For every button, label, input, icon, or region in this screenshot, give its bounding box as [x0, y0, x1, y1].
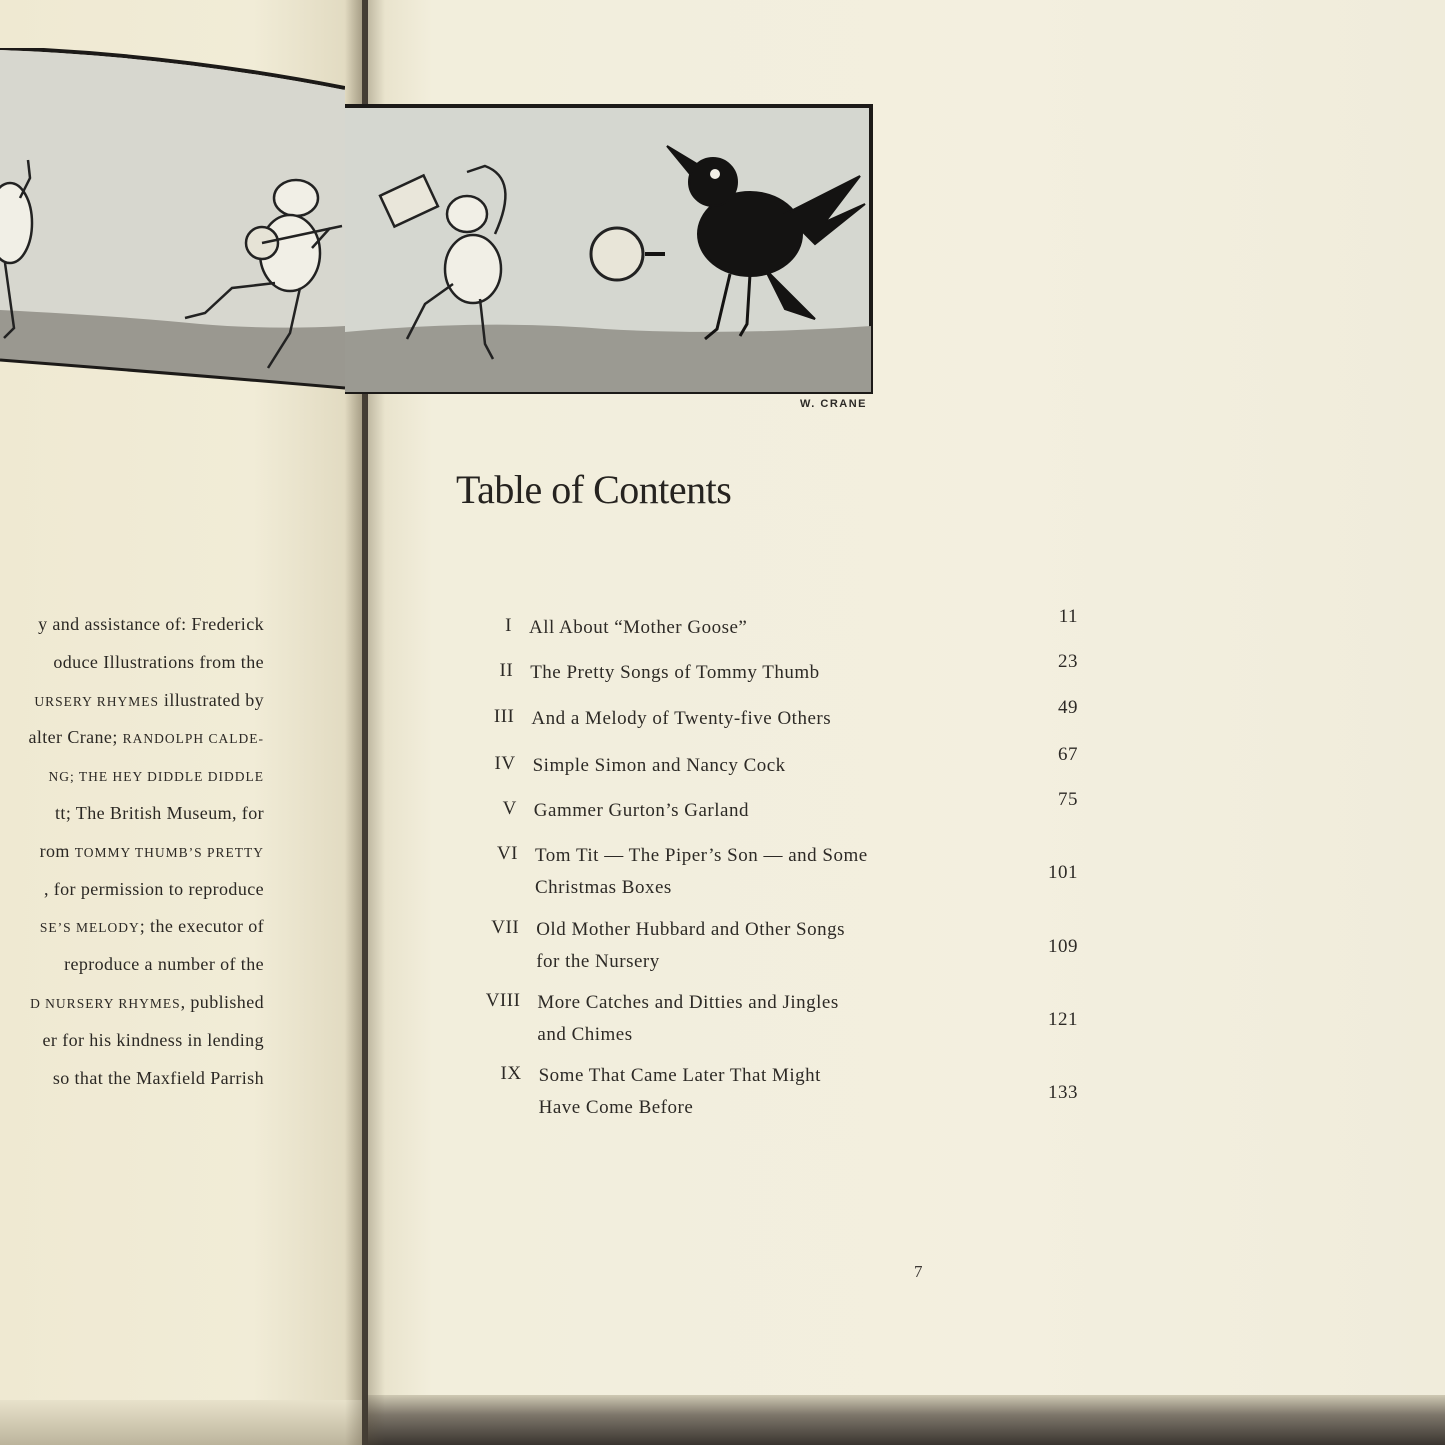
acknowledgement-line	[0, 765, 264, 786]
toc-entry-title	[536, 914, 845, 978]
page-number: 7	[914, 1262, 923, 1281]
toc-page-number: 133	[1048, 1082, 1078, 1103]
toc-entry-line: for the Nursery	[536, 951, 660, 972]
toc-entry-line: And a Melody of Twenty-five Others	[531, 708, 832, 729]
toc-entry-line: Some That Came Later That Might	[538, 1065, 821, 1086]
acknowledgement-line	[0, 1030, 264, 1051]
toc-entry-line: Have Come Before	[538, 1097, 694, 1118]
acknowledgement-line	[0, 879, 264, 900]
acknowledgement-line	[0, 727, 264, 748]
illustration-right-panel	[345, 104, 873, 394]
small-caps-title: RANDOLPH CALDE-	[122, 731, 264, 747]
toc-entry-title	[539, 1060, 821, 1124]
toc-page-number: 23	[1058, 651, 1078, 672]
toc-entry-line: Gammer Gurton’s Garland	[533, 800, 749, 821]
toc-entry-line: All About “Mother Goose”	[529, 617, 748, 638]
toc-entry-line: Christmas Boxes	[535, 877, 672, 898]
toc-page-number: 11	[1058, 606, 1078, 627]
toc-page-number: 75	[1058, 789, 1078, 810]
text-run: , published	[180, 992, 264, 1012]
acknowledgement-line	[0, 690, 264, 711]
page-bottom-shadow	[368, 1395, 1445, 1445]
toc-numeral: VIII	[485, 990, 521, 1011]
acknowledgement-line	[0, 614, 264, 635]
toc-entry-title	[534, 795, 749, 827]
text-run: tt; The British Museum, for	[55, 803, 264, 823]
text-run: er for his kindness in lending	[42, 1029, 264, 1050]
toc-page-number: 121	[1048, 1009, 1078, 1030]
text-run: oduce Illustrations from the	[53, 651, 264, 672]
toc-entry-line: and Chimes	[537, 1024, 633, 1045]
toc-entry-line: Old Mother Hubbard and Other Songs	[536, 919, 846, 940]
tambourine	[591, 228, 643, 280]
text-run: so that the Maxfield Parrish	[52, 1067, 264, 1088]
toc-numeral: IX	[500, 1063, 522, 1084]
small-caps-title: URSERY RHYMES	[34, 693, 160, 709]
text-run: reproduce a number of the	[64, 954, 264, 975]
toc-entry-title	[537, 987, 838, 1051]
illustration-credit: W. CRANE	[800, 398, 867, 410]
text-run: alter Crane;	[28, 727, 123, 748]
toc-numeral: II	[499, 660, 514, 681]
small-caps-title: TOMMY THUMB’S PRETTY	[74, 844, 264, 860]
toc-page-number: 49	[1058, 697, 1078, 718]
toc-entry-line: Tom Tit — The Piper’s Son — and Some	[535, 845, 868, 866]
acknowledgement-line	[0, 841, 264, 862]
toc-numeral: V	[502, 798, 517, 819]
toc-entry-title	[529, 612, 747, 644]
small-caps-title: SE’S MELODY	[39, 920, 140, 936]
toc-numeral: VI	[496, 843, 518, 864]
acknowledgement-line	[0, 954, 264, 975]
small-caps-title: D NURSERY RHYMES	[30, 996, 181, 1011]
left-page-edge	[0, 1400, 362, 1445]
acknowledgement-line	[0, 652, 264, 673]
toc-numeral: IV	[494, 753, 516, 774]
acknowledgement-line	[0, 916, 264, 937]
toc-entry-title	[531, 703, 831, 735]
toc-page-number: 67	[1058, 744, 1078, 765]
toc-entry-title	[533, 750, 786, 782]
toc-entry-title	[535, 840, 868, 904]
text-run: illustrated by	[159, 689, 264, 710]
text-run: ; the executor of	[139, 916, 264, 937]
toc-entry-title	[530, 657, 820, 689]
toc-page-number: 101	[1048, 862, 1078, 883]
toc-numeral: VII	[491, 917, 520, 938]
small-caps-title: NG; THE HEY DIDDLE DIDDLE	[48, 769, 264, 785]
toc-entry-line: The Pretty Songs of Tommy Thumb	[530, 662, 820, 683]
acknowledgement-line	[0, 992, 264, 1013]
toc-page-number: 109	[1048, 936, 1078, 957]
toc-numeral: III	[493, 706, 515, 727]
toc-numeral: I	[505, 615, 512, 636]
toc-entry-line: More Catches and Ditties and Jingles	[537, 992, 839, 1013]
illustration-left-panel	[0, 48, 345, 393]
text-run: , for permission to reproduce	[43, 878, 264, 899]
acknowledgement-line	[0, 803, 264, 824]
acknowledgement-line	[0, 1068, 264, 1089]
toc-entry-line: Simple Simon and Nancy Cock	[532, 755, 786, 776]
text-run: y and assistance of: Frederick	[38, 614, 264, 634]
toc-title: Table of Contents	[456, 467, 732, 512]
text-run: rom	[39, 840, 75, 861]
